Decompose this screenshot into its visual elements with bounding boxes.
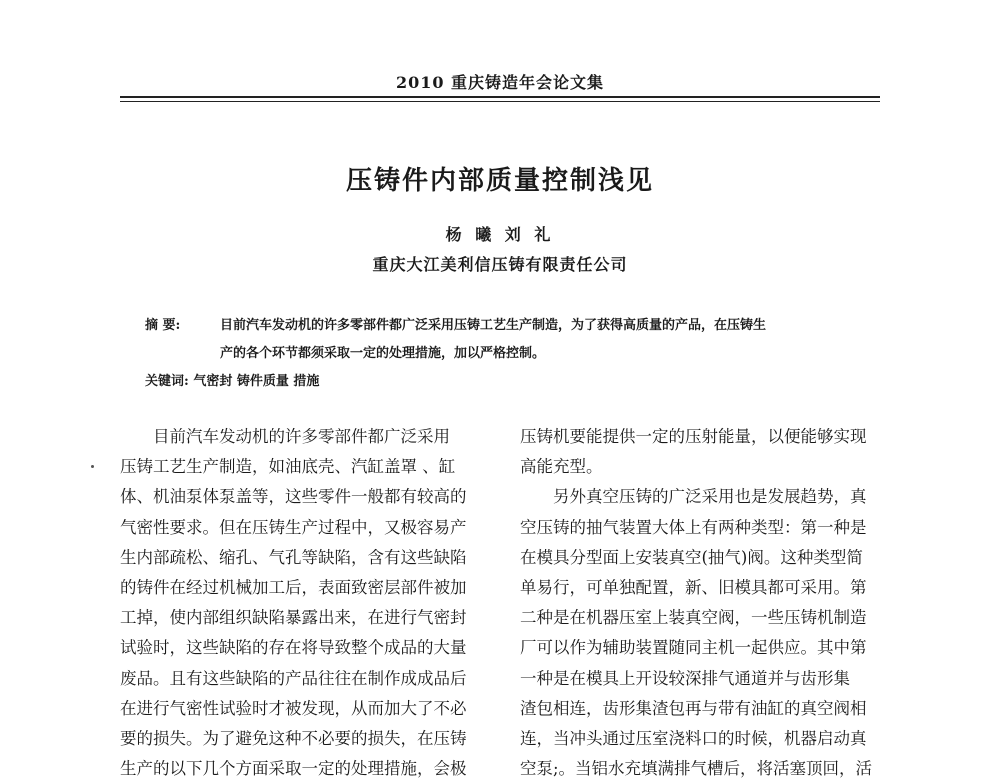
body-line: 空压铸的抽气装置大体上有两种类型：第一种是 [520, 517, 867, 537]
body-line: 在模具分型面上安装真空(抽气)阀。这种类型简 [520, 547, 863, 567]
article-title: 压铸件内部质量控制浅见 [345, 166, 654, 196]
running-head: 2010 重庆铸造年会论文集 [395, 73, 605, 92]
body-line: 一种是在模具上开设较深排气通道并与齿形集 [520, 668, 850, 688]
keywords: 关键词: 气密封 铸件质量 措施 [145, 374, 320, 389]
body-line: 渣包相连，齿形集渣包再与带有油缸的真空阀相 [520, 698, 867, 718]
body-line: 生内部疏松、缩孔、气孔等缺陷，含有这些缺陷 [120, 547, 467, 567]
body-column-left [120, 422, 492, 784]
body-line: 空泵;。当铝水充填满排气槽后，将活塞顶回，活 [520, 759, 873, 779]
body-line: 压铸机要能提供一定的压射能量，以便能够实现 [520, 427, 867, 446]
body-line: 在进行气密性试验时才被发现，从而加大了不必 [120, 698, 467, 718]
body-line: 连，当冲头通过压室浇料口的时候，机器启动真 [520, 729, 867, 749]
body-line: 工掉，使内部组织缺陷暴露出来，在进行气密封 [120, 608, 467, 628]
body-line: 目前汽车发动机的许多零部件都广泛采用 [153, 427, 450, 446]
body-line: 气密性要求。但在压铸生产过程中，又极容易产 [120, 517, 467, 537]
body-line: 高能充型。 [520, 457, 603, 477]
body-line: 厂可以作为辅助装置随同主机一起供应。其中第 [520, 638, 867, 658]
body-line: 试验时，这些缺陷的存在将导致整个成品的大量 [120, 638, 467, 658]
body-line: 生产的以下几个方面采取一定的处理措施，会极 [120, 759, 467, 779]
article-authors: 杨 曦 刘 礼 [445, 225, 555, 244]
body-column-right [520, 422, 892, 784]
abstract-line: 产的各个环节都须采取一定的处理措施，加以严格控制。 [220, 346, 546, 361]
scan-speck [91, 465, 94, 468]
header-rule-thin [120, 101, 880, 102]
header-rule-thick [120, 96, 880, 98]
abstract-line: 目前汽车发动机的许多零部件都广泛采用压铸工艺生产制造，为了获得高质量的产品，在压铸生 [220, 318, 767, 333]
body-line: 体、机油泵体泵盖等，这些零件一般都有较高的 [120, 487, 467, 507]
body-line: 的铸件在经过机械加工后，表面致密层部件被加 [120, 578, 467, 598]
body-line: 二种是在机器压室上装真空阀，一些压铸机制造 [520, 608, 867, 628]
article-affiliation: 重庆大江美利信压铸有限责任公司 [372, 255, 628, 274]
body-line: 单易行，可单独配置，新、旧模具都可采用。第 [520, 578, 867, 598]
body-line: 压铸工艺生产制造，如油底壳、汽缸盖罩 、缸 [120, 457, 456, 477]
body-line: 废品。且有这些缺陷的产品往往在制作成成品后 [120, 668, 467, 688]
body-line: 要的损失。为了避免这种不必要的损失，在压铸 [120, 729, 467, 749]
abstract-label: 摘 要: [145, 318, 181, 333]
body-line: 另外真空压铸的广泛采用也是发展趋势，真 [553, 487, 867, 507]
